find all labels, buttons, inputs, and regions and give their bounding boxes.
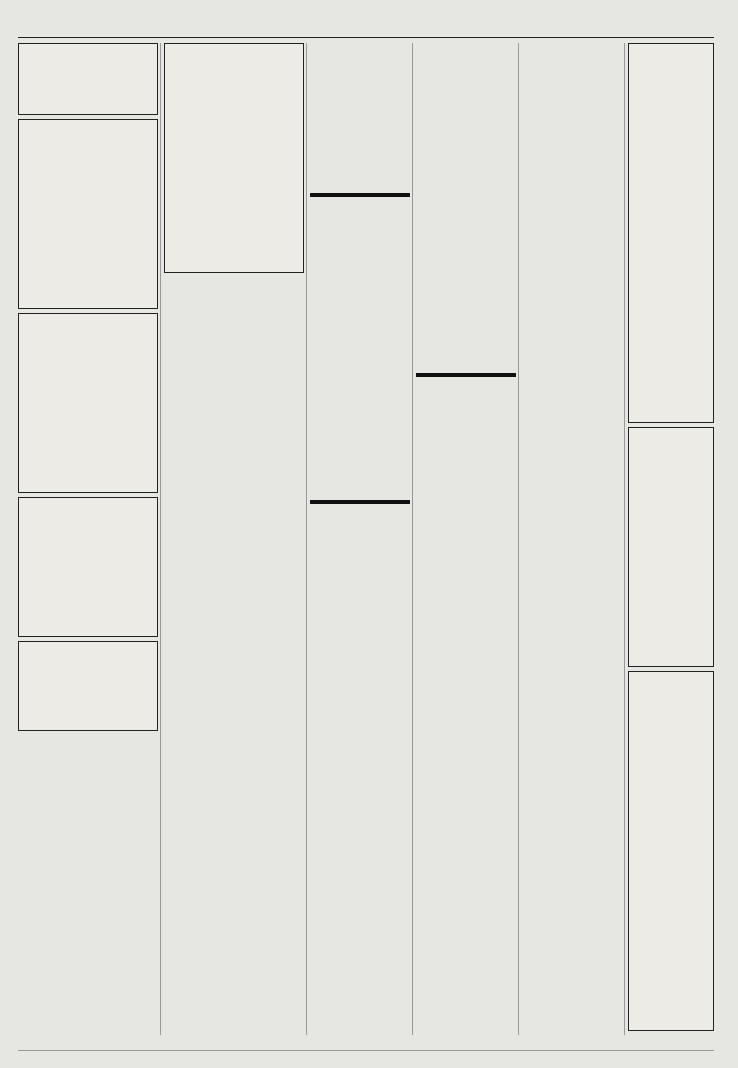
ad-box — [628, 671, 714, 1031]
ad-box — [164, 43, 304, 273]
ad-text — [629, 428, 713, 432]
classified-text — [310, 507, 410, 1007]
bottom-rule — [18, 1050, 714, 1051]
column-2 — [164, 43, 304, 1035]
classified-text — [310, 200, 410, 500]
ad-text — [629, 672, 713, 676]
ad-box — [18, 43, 158, 115]
classified-text — [18, 735, 158, 1045]
classified-text — [310, 43, 410, 193]
newspaper-page — [2, 3, 732, 1063]
ad-text — [165, 44, 303, 48]
ad-box — [18, 313, 158, 493]
column-rule — [518, 43, 519, 1035]
ad-box — [18, 497, 158, 637]
ad-box — [628, 427, 714, 667]
ad-text — [19, 44, 157, 48]
column-6 — [628, 43, 714, 1035]
ad-box — [628, 43, 714, 423]
ad-box — [18, 641, 158, 731]
column-4 — [416, 43, 516, 1035]
ad-text — [19, 314, 157, 318]
column-3 — [310, 43, 410, 1035]
column-rule — [306, 43, 307, 1035]
section-bar — [416, 373, 516, 377]
classified-text — [416, 43, 516, 373]
column-rule — [624, 43, 625, 1035]
section-bar — [310, 193, 410, 197]
column-rule — [412, 43, 413, 1035]
page-header — [18, 25, 714, 38]
column-5 — [522, 43, 622, 1035]
ad-text — [19, 642, 157, 646]
column-rule — [160, 43, 161, 1035]
ad-box — [18, 119, 158, 309]
classified-text — [522, 43, 622, 1033]
classified-text — [164, 277, 304, 1037]
ad-text — [19, 498, 157, 502]
section-bar — [310, 500, 410, 504]
column-1 — [18, 43, 158, 1035]
ad-text — [19, 120, 157, 124]
ad-text — [629, 44, 713, 48]
classified-text — [416, 380, 516, 1030]
